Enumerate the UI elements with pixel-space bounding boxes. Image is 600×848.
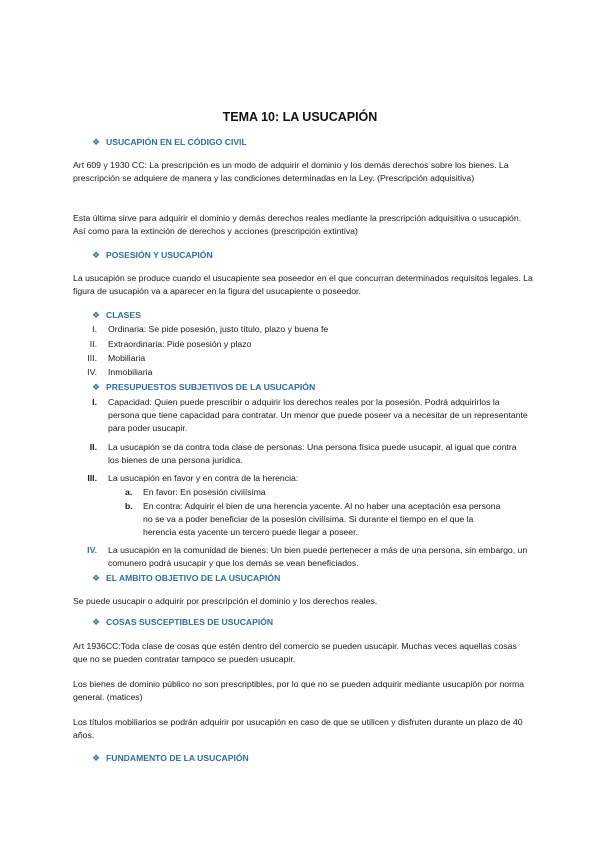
paragraph-art-609: Art 609 y 1930 CC: La prescripción es un modo de adquirir el dominio y los demás derechos sobre los bienes. La prescripción se adquiere de manera y las condiciones determinadas en la Ley. (Prescripción adquisitiva) <box>73 160 509 183</box>
diamond-bullet-icon: ❖ <box>92 753 101 763</box>
page-title: TEMA 10: LA USUCAPIÓN <box>222 110 378 124</box>
paragraph-usucapion: La usucapión se produce cuando el usucapiente sea poseedor en el que concurran determinados requisitos legales. La figura de usucapión va a aparecer en la figura del usucapiente o poseedor. <box>73 273 533 296</box>
section-heading-codigo-civil: ❖ USUCAPIÓN EN EL CÓDIGO CIVIL <box>92 137 247 147</box>
paragraph-prescripcion: Esta última sirve para adquirir el dominio y demás derechos reales mediante la prescripción adquisitiva o usucapión. Así como para la extinción de derechos y acciones (prescripción extintiva) <box>73 213 522 236</box>
section-heading-presupuestos: ❖ PRESUPUESTOS SUBJETIVOS DE LA USUCAPIÓN <box>92 382 316 392</box>
section-heading-posesion: ❖ POSESIÓN Y USUCAPIÓN <box>92 250 213 260</box>
paragraph-art-1936: Art 1936CC:Toda clase de cosas que estén dentro del comercio se pueden usucapir. Muchas veces aquellas cosas que no se pueden contratar tampoco se pueden usucapir. <box>73 641 517 664</box>
diamond-bullet-icon: ❖ <box>92 137 101 147</box>
section-heading-ambito: ❖ EL AMBITO OBJETIVO DE LA USUCAPIÓN <box>92 573 281 583</box>
diamond-bullet-icon: ❖ <box>92 573 101 583</box>
section-heading-cosas: ❖ COSAS SUSCEPTIBLES DE USUCAPIÓN <box>92 617 274 627</box>
diamond-bullet-icon: ❖ <box>92 617 101 627</box>
section-heading-fundamento: ❖ FUNDAMENTO DE LA USUCAPIÓN <box>92 753 249 763</box>
diamond-bullet-icon: ❖ <box>92 310 101 320</box>
paragraph-dominio-publico: Los bienes de dominio público no son prescriptibles, por lo que no se pueden adquirir mediante usucapión por norma general. (matices) <box>73 679 525 702</box>
section-heading-clases: ❖ CLASES <box>92 310 141 320</box>
paragraph-derechos-reales: Se puede usucapir o adquirir por prescripción el dominio y los derechos reales. <box>73 596 378 606</box>
diamond-bullet-icon: ❖ <box>92 382 101 392</box>
document-page: TEMA 10: LA USUCAPIÓN ❖ USUCAPIÓN EN EL CÓDIGO CIVIL Art 609 y 1930 CC: La prescripción es un modo de adquirir el dominio y los demás derechos sobre los bienes. La prescripción se adquiere de manera y las condiciones determinadas en la Ley. (Prescripción adquisitiva) Esta última sirve para adquirir el dominio y demás derechos reales mediante la prescripción adquisitiva o usucapión. Así como para la extinción de derechos y acciones (prescripción extintiva) ❖ POSESIÓN Y USUCAPIÓN La usucapión se produce cuando el usucapiente sea poseedor en el que concurran determinados requisitos legales. La figura de usucapión va a aparecer en la figura del usucapiente o poseedor. ❖ CLASES I. Ordinaria: Se pide posesión, justo título, plazo y buena fe II. Extraordinaria: Pide posesión y plazo III. Mobiliaria IV. Inmobiliaria ❖ PRESUPUESTOS SUBJETIVOS DE LA USUCAPIÓN I. Capacidad: Quien puede prescribir o adquirir los derechos reales por la posesión. Podrá adquirirlos la persona que tiene capacidad para contratar. Un menor que puede poseer va a necesitar de un representante para poder usucapir. II. La usucapión se da contra toda clase de personas: Una persona física puede usucapir, al igual que contra los bienes de una persona jurídica. III. La usucapión en favor y en contra de la herencia: a. En favor: En posesión civilísima b. En contra: Adquirir el bien de una herencia yacente. Al no haber una aceptación esa persona no se va a poder beneficiar de la posesión civilísima. Si durante el tiempo en el que la herencia esta yacente un tercero puede llegar a poseer. IV. La usucapión en la comunidad de bienes: Un bien puede pertenecer a más de una persona, sin embargo, un comunero podrá usucapir y que los demás se vean beneficiados. ❖ EL AMBITO OBJETIVO DE LA USUCAPIÓN Se puede usucapir o adquirir por prescripción el dominio y los derechos reales. ❖ COSAS SUSCEPTIBLES DE USUCAPIÓN Art 1936CC:Toda clase de cosas que estén dentro del comercio se pueden usucapir. Muchas veces aquellas cosas que no se pueden contratar tampoco se pueden usucapir. Los bienes de dominio público no son prescriptibles, por lo que no se pueden adquirir mediante usucapión por norma general. (matices) Los títulos mobiliarios se podrán adquirir por usucapión en caso de que se utilicen y disfruten durante un plazo de 40 años. ❖ FUNDAMENTO DE LA USUCAPIÓN <box>0 0 600 848</box>
paragraph-titulos: Los títulos mobiliarios se podrán adquirir por usucapión en caso de que se utilicen y disfruten durante un plazo de 40 años. <box>73 717 523 740</box>
diamond-bullet-icon: ❖ <box>92 250 101 260</box>
